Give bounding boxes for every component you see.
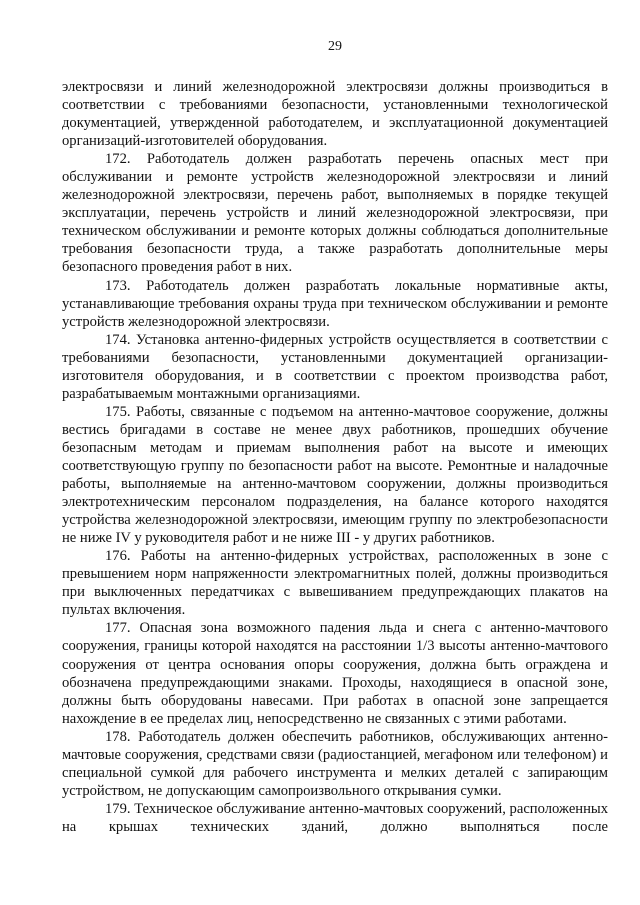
page-number: 29 [328,39,342,54]
paragraph-174: 174. Установка антенно-фидерных устройств осуществляется в соответствии с требованиями безопасности, установленными документацией организации-изготовителя оборудования, и в соответствии с проектом производства работ, разрабатываемым монтажными организациями. [62,331,608,402]
paragraph-179: 179. Техническое обслуживание антенно-мачтовых сооружений, расположенных на крышах технических зданий, должно выполняться после [62,800,609,835]
paragraph-175: 175. Работы, связанные с подъемом на антенно-мачтовое сооружение, должны вестись бригадами в составе не менее двух работников, прошедших обучение безопасным методам и приемам выполнения работ на высоте и имеющих соответствующую группу по безопасности работ на высоте. Ремонтные и наладочные работы, выполняемые на антенно-мачтовом сооружении, должны производиться электротехническим персоналом подразделения, на балансе которого находятся устройства железнодорожной электросвязи, имеющим группу по электробезопасности не ниже IV у руководителя работ и не ниже III - у других работников. [62,403,608,547]
document-body [62,78,608,836]
paragraph-172: 172. Работодатель должен разработать перечень опасных мест при обслуживании и ремонте устройств железнодорожной электросвязи и линий железнодорожной электросвязи, перечень работ, выполняемых в порядке текущей эксплуатации, перечень устройств и линий железнодорожной электросвязи, при техническом обслуживании и ремонте которых должны соблюдаться дополнительные требования безопасности труда, а также разработать дополнительные меры безопасного проведения работ в них. [62,151,608,276]
paragraph-173: 173. Работодатель должен разработать локальные нормативные акты, устанавливающие требования охраны труда при техническом обслуживании и ремонте устройств железнодорожной электросвязи. [62,277,608,330]
paragraph-178: 178. Работодатель должен обеспечить работников, обслуживающих антенно-мачтовые сооружения, средствами связи (радиостанцией, мегафоном или телефоном) и специальной сумкой для рабочего инструмента и мелких деталей с запирающим устройством, не допускающим самопроизвольного открывания сумки. [62,728,608,799]
paragraph-176: 176. Работы на антенно-фидерных устройствах, расположенных в зоне с превышением норм напряженности электромагнитных полей, должны производиться при выключенных передатчиках с вывешиванием предупреждающих плакатов на пультах включения. [62,548,608,619]
paragraph-continuation: электросвязи и линий железнодорожной электросвязи должны производиться в соответствии с требованиями безопасности, установленными технологической документацией, утвержденной работодателем, и эксплуатационной документацией организаций-изготовителей оборудования. [62,79,608,150]
paragraph-177: 177. Опасная зона возможного падения льда и снега с антенно-мачтового сооружения, границы которой находятся на расстоянии 1/3 высоты антенно-мачтового сооружения от центра основания опоры сооружения, должна быть ограждена и обозначена предупреждающими знаками. Проходы, находящиеся в опасной зоне, должны быть оборудованы навесами. При работах в опасной зоне запрещается нахождение в ее пределах лиц, непосредственно не связанных с этими работами. [62,620,608,727]
